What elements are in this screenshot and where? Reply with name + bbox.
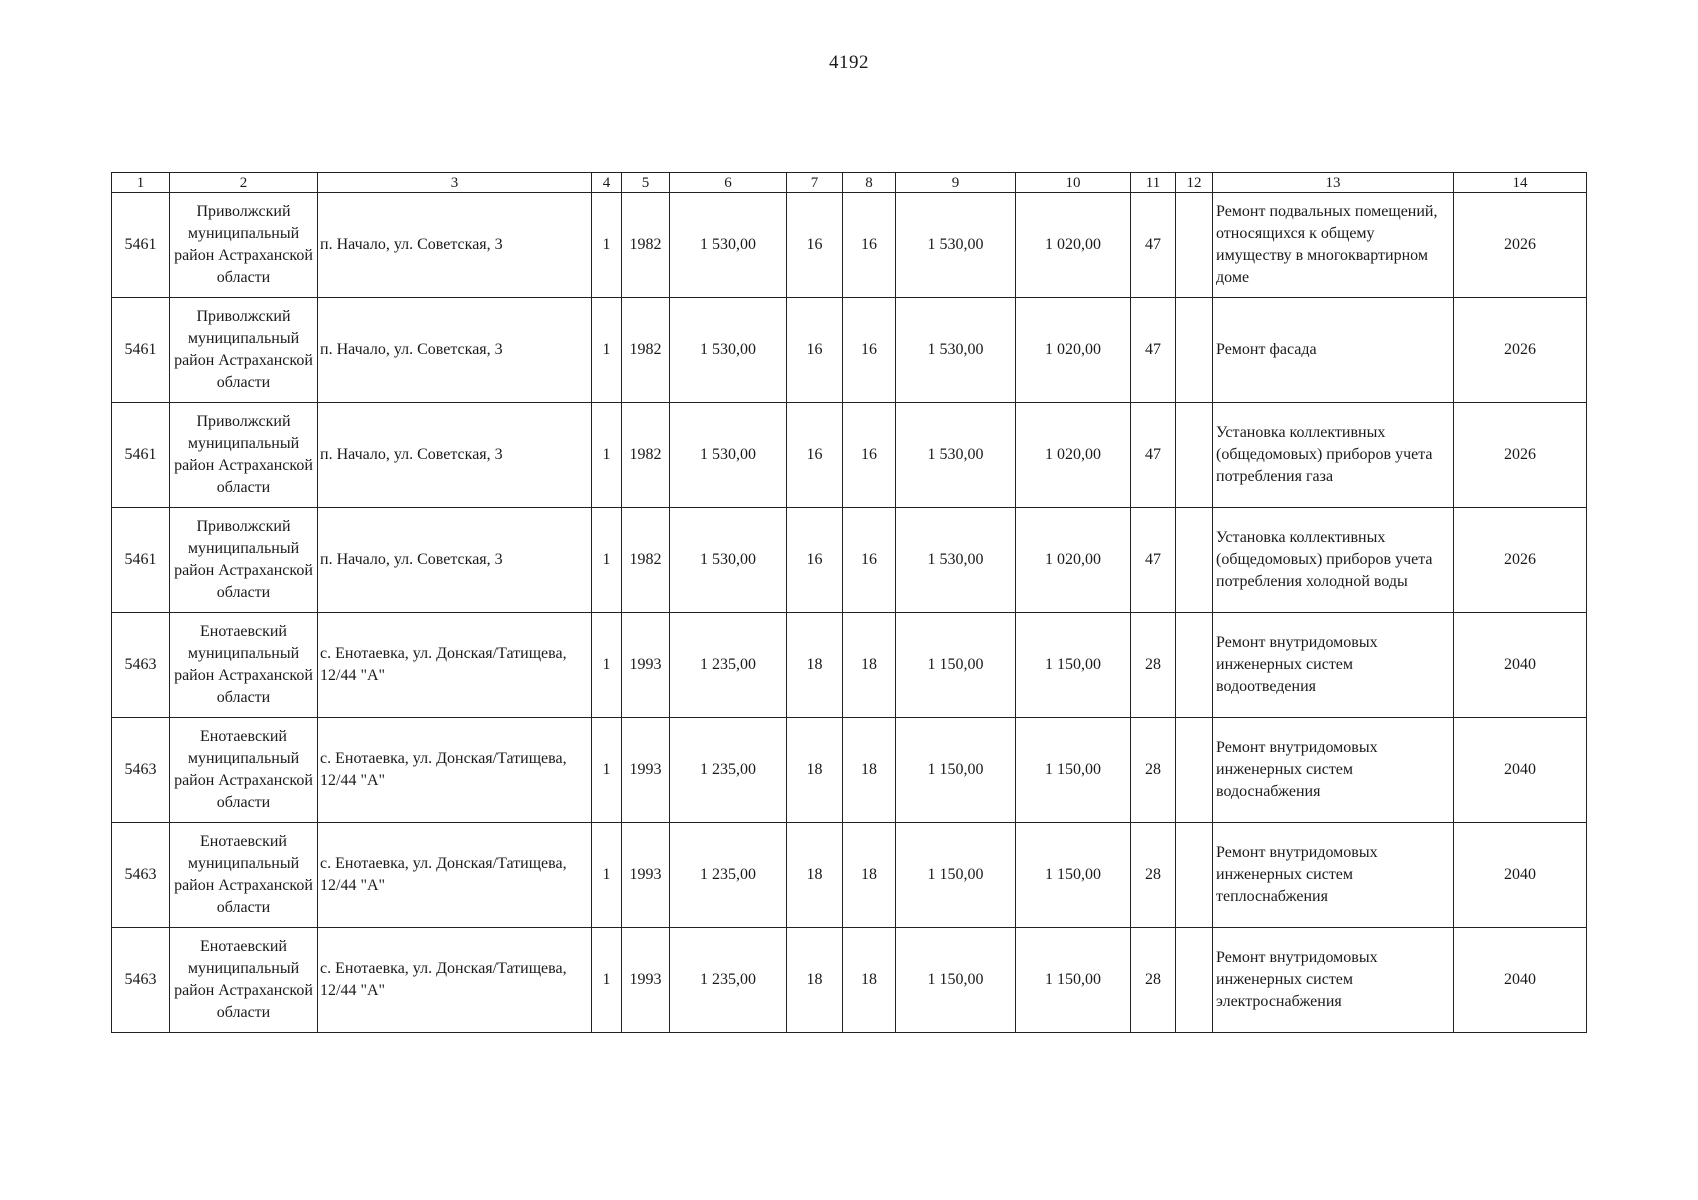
house-id-cell: 5463 [112,928,170,1033]
column-number: 14 [1454,173,1587,193]
col12-cell [1176,718,1213,823]
address-cell: п. Начало, ул. Советская, 3 [318,298,592,403]
capital-repair-table [111,172,1587,1033]
col9-cell: 1 150,00 [896,928,1016,1033]
table-row [112,508,1587,613]
address-cell: с. Енотаевка, ул. Донская/Татищева, 12/44 "А" [318,718,592,823]
table-row [112,823,1587,928]
col6-cell: 1 530,00 [670,298,787,403]
col7-cell: 18 [787,928,843,1033]
district-cell: Приволжский муниципальный район Астраханской области [170,508,318,613]
col4-cell: 1 [592,928,622,1033]
column-number: 9 [896,173,1016,193]
column-number-row [112,173,1587,193]
address-cell: п. Начало, ул. Советская, 3 [318,193,592,298]
period-cell: 2026 [1454,403,1587,508]
house-id-cell: 5463 [112,613,170,718]
period-cell: 2040 [1454,718,1587,823]
col4-cell: 1 [592,718,622,823]
col4-cell: 1 [592,403,622,508]
col8-cell: 16 [843,403,896,508]
col10-cell: 1 020,00 [1016,298,1131,403]
work-type-cell: Установка коллективных (общедомовых) приборов учета потребления газа [1213,403,1454,508]
col6-cell: 1 235,00 [670,823,787,928]
period-cell: 2026 [1454,193,1587,298]
house-id-cell: 5461 [112,403,170,508]
table-row [112,298,1587,403]
column-number: 6 [670,173,787,193]
col11-cell: 28 [1131,613,1176,718]
column-number: 7 [787,173,843,193]
column-number: 2 [170,173,318,193]
col11-cell: 47 [1131,508,1176,613]
col11-cell: 47 [1131,298,1176,403]
house-id-cell: 5463 [112,718,170,823]
period-cell: 2040 [1454,613,1587,718]
address-cell: п. Начало, ул. Советская, 3 [318,508,592,613]
col6-cell: 1 235,00 [670,928,787,1033]
table-row [112,928,1587,1033]
col10-cell: 1 020,00 [1016,508,1131,613]
district-cell: Енотаевский муниципальный район Астраханской области [170,928,318,1033]
period-cell: 2026 [1454,298,1587,403]
table-row [112,718,1587,823]
col4-cell: 1 [592,613,622,718]
col8-cell: 16 [843,298,896,403]
col9-cell: 1 530,00 [896,508,1016,613]
col11-cell: 47 [1131,193,1176,298]
col10-cell: 1 150,00 [1016,613,1131,718]
col7-cell: 16 [787,508,843,613]
col11-cell: 28 [1131,928,1176,1033]
col8-cell: 18 [843,823,896,928]
work-type-cell: Ремонт внутридомовых инженерных систем электроснабжения [1213,928,1454,1033]
page-number: 4192 [829,52,869,73]
col11-cell: 47 [1131,403,1176,508]
column-number: 12 [1176,173,1213,193]
col12-cell [1176,508,1213,613]
column-number: 13 [1213,173,1454,193]
col4-cell: 1 [592,193,622,298]
year-cell: 1982 [622,403,670,508]
column-number: 3 [318,173,592,193]
district-cell: Приволжский муниципальный район Астраханской области [170,298,318,403]
col8-cell: 16 [843,193,896,298]
col12-cell [1176,193,1213,298]
column-number: 10 [1016,173,1131,193]
col7-cell: 18 [787,613,843,718]
col9-cell: 1 150,00 [896,718,1016,823]
col12-cell [1176,298,1213,403]
col4-cell: 1 [592,508,622,613]
year-cell: 1993 [622,613,670,718]
column-number: 8 [843,173,896,193]
period-cell: 2026 [1454,508,1587,613]
col8-cell: 18 [843,613,896,718]
col11-cell: 28 [1131,718,1176,823]
year-cell: 1993 [622,823,670,928]
col9-cell: 1 150,00 [896,823,1016,928]
col4-cell: 1 [592,823,622,928]
work-type-cell: Ремонт внутридомовых инженерных систем теплоснабжения [1213,823,1454,928]
house-id-cell: 5463 [112,823,170,928]
col8-cell: 18 [843,718,896,823]
district-cell: Енотаевский муниципальный район Астраханской области [170,823,318,928]
house-id-cell: 5461 [112,193,170,298]
work-type-cell: Ремонт подвальных помещений, относящихся к общему имуществу в многоквартирном доме [1213,193,1454,298]
col4-cell: 1 [592,298,622,403]
year-cell: 1993 [622,718,670,823]
work-type-cell: Ремонт фасада [1213,298,1454,403]
work-type-cell: Ремонт внутридомовых инженерных систем водоснабжения [1213,718,1454,823]
col9-cell: 1 530,00 [896,403,1016,508]
period-cell: 2040 [1454,928,1587,1033]
col12-cell [1176,613,1213,718]
col9-cell: 1 150,00 [896,613,1016,718]
address-cell: с. Енотаевка, ул. Донская/Татищева, 12/44 "А" [318,613,592,718]
col8-cell: 16 [843,508,896,613]
col6-cell: 1 530,00 [670,508,787,613]
year-cell: 1982 [622,508,670,613]
col10-cell: 1 150,00 [1016,823,1131,928]
col12-cell [1176,928,1213,1033]
col12-cell [1176,403,1213,508]
work-type-cell: Ремонт внутридомовых инженерных систем водоотведения [1213,613,1454,718]
col7-cell: 16 [787,298,843,403]
district-cell: Приволжский муниципальный район Астраханской области [170,403,318,508]
col7-cell: 16 [787,403,843,508]
col10-cell: 1 150,00 [1016,928,1131,1033]
col10-cell: 1 150,00 [1016,718,1131,823]
col12-cell [1176,823,1213,928]
col10-cell: 1 020,00 [1016,193,1131,298]
address-cell: п. Начало, ул. Советская, 3 [318,403,592,508]
address-cell: с. Енотаевка, ул. Донская/Татищева, 12/44 "А" [318,823,592,928]
col7-cell: 18 [787,823,843,928]
address-cell: с. Енотаевка, ул. Донская/Татищева, 12/44 "А" [318,928,592,1033]
year-cell: 1982 [622,193,670,298]
col9-cell: 1 530,00 [896,193,1016,298]
column-number: 5 [622,173,670,193]
column-number: 11 [1131,173,1176,193]
col6-cell: 1 530,00 [670,403,787,508]
column-number: 4 [592,173,622,193]
col10-cell: 1 020,00 [1016,403,1131,508]
year-cell: 1982 [622,298,670,403]
col7-cell: 18 [787,718,843,823]
table-row [112,193,1587,298]
year-cell: 1993 [622,928,670,1033]
district-cell: Енотаевский муниципальный район Астраханской области [170,718,318,823]
col6-cell: 1 530,00 [670,193,787,298]
work-type-cell: Установка коллективных (общедомовых) приборов учета потребления холодной воды [1213,508,1454,613]
table-row [112,613,1587,718]
column-number: 1 [112,173,170,193]
col7-cell: 16 [787,193,843,298]
col11-cell: 28 [1131,823,1176,928]
col6-cell: 1 235,00 [670,718,787,823]
col9-cell: 1 530,00 [896,298,1016,403]
period-cell: 2040 [1454,823,1587,928]
district-cell: Енотаевский муниципальный район Астраханской области [170,613,318,718]
house-id-cell: 5461 [112,508,170,613]
district-cell: Приволжский муниципальный район Астраханской области [170,193,318,298]
col6-cell: 1 235,00 [670,613,787,718]
house-id-cell: 5461 [112,298,170,403]
col8-cell: 18 [843,928,896,1033]
table-row [112,403,1587,508]
